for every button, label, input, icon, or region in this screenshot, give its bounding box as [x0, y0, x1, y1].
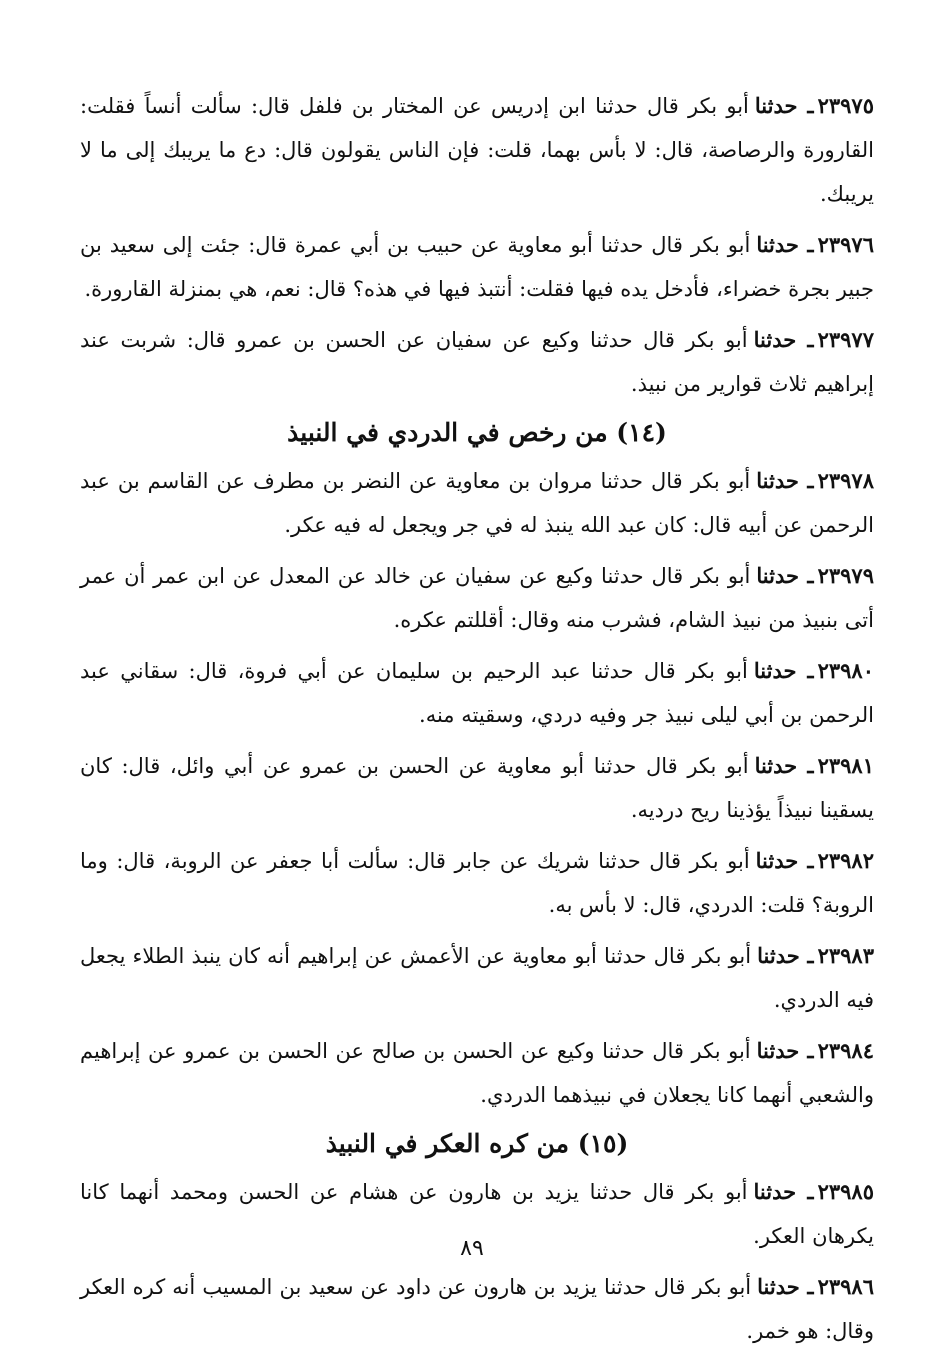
- hadith-number: ٢٣٩٨٢: [817, 848, 874, 873]
- hadith-text: أبو بكر قال حدثنا وكيع عن سفيان عن الحسن بن عمرو قال: شربت عند إبراهيم ثلاث قوارير من نبيذ.: [80, 328, 874, 396]
- hadith-23983: [80, 934, 874, 1022]
- hadith-23977: [80, 318, 874, 406]
- hadith-text: أبو بكر قال حدثنا يزيد بن هارون عن هشام عن الحسن ومحمد أنهما كانا يكرهان العكر.: [80, 1180, 874, 1248]
- page-number: ٨٩: [460, 1236, 484, 1261]
- hadith-number: ٢٣٩٨٤: [817, 1038, 874, 1063]
- hadith-text: أبو بكر قال حدثنا وكيع عن الحسن بن صالح عن الحسن بن عمرو عن إبراهيم والشعبي أنهما كانا يجعلان في نبيذهما الدردي.: [80, 1039, 874, 1107]
- hadith-number: ٢٣٩٧٥: [817, 93, 874, 118]
- hadith-lead: ـ حدثنا: [756, 1038, 814, 1063]
- hadith-lead: ـ حدثنا: [756, 563, 814, 588]
- hadith-23980: [80, 649, 874, 737]
- hadith-text: أبو بكر قال حدثنا عبد الرحيم بن سليمان عن أبي فروة، قال: سقاني عبد الرحمن بن أبي ليلى نبيذ جر وفيه دردي، وسقيته منه.: [80, 659, 874, 727]
- page-body: [80, 84, 874, 1360]
- hadith-number: ٢٣٩٨١: [817, 753, 874, 778]
- hadith-23976: [80, 223, 874, 311]
- hadith-text: أبو بكر قال حدثنا أبو معاوية عن حبيب بن أبي عمرة قال: جئت إلى سعيد بن جبير بجرة خضراء، فأدخل يده فيها فقلت: أنتبذ فيها في هذه؟ قال: نعم، هي بمنزلة القارورة.: [80, 233, 874, 301]
- hadith-23982: [80, 839, 874, 927]
- hadith-lead: ـ حدثنا: [755, 848, 814, 873]
- hadith-number: ٢٣٩٧٨: [817, 468, 874, 493]
- hadith-text: أبو بكر قال حدثنا ابن إدريس عن المختار بن فلفل قال: سألت أنساً فقلت: القارورة والرصاصة، قال: لا بأس بهما، قلت: فإن الناس يقولون قال: دع ما يريبك إلى ما لا يريبك.: [80, 94, 874, 206]
- chapter-heading-14: (١٤) من رخص في الدردي في النبيذ: [287, 418, 667, 447]
- chapter-heading-15: (١٥) من كره العكر في النبيذ: [325, 1129, 629, 1158]
- hadith-lead: ـ حدثنا: [753, 327, 814, 352]
- hadith-lead: ـ حدثنا: [757, 1274, 814, 1299]
- hadith-number: ٢٣٩٧٩: [817, 563, 874, 588]
- hadith-number: ٢٣٩٨٠: [817, 658, 874, 683]
- hadith-lead: ـ حدثنا: [754, 93, 814, 118]
- hadith-text: أبو بكر قال حدثنا أبو معاوية عن الأعمش عن إبراهيم أنه كان ينبذ الطلاء يجعل فيه الدردي.: [80, 944, 874, 1012]
- hadith-lead: ـ حدثنا: [757, 943, 814, 968]
- hadith-number: ٢٣٩٨٣: [817, 943, 874, 968]
- hadith-23986: [80, 1265, 874, 1353]
- hadith-number: ٢٣٩٧٧: [817, 327, 874, 352]
- hadith-text: أبو بكر قال حدثنا مروان بن معاوية عن النضر بن مطرف عن القاسم بن عبد الرحمن عن أبيه قال: كان عبد الله ينبذ له في جر ويجعل له فيه عكر.: [80, 469, 874, 537]
- hadith-text: أبو بكر قال حدثنا وكيع عن سفيان عن خالد عن المعدل عن ابن عمر أن عمر أتى بنبيذ من نبيذ الشام، فشرب منه وقال: أقللتم عكره.: [80, 564, 874, 632]
- hadith-text: أبو بكر قال حدثنا شريك عن جابر قال: سألت أبا جعفر عن الروبة، قال: وما الروبة؟ قلت: الدردي، قال: لا بأس به.: [80, 849, 874, 917]
- hadith-text: أبو بكر قال حدثنا أبو معاوية عن الحسن بن عمرو عن أبي وائل، قال: كان يسقينا نبيذاً يؤذينا ريح درديه.: [80, 754, 874, 822]
- hadith-lead: ـ حدثنا: [753, 1179, 814, 1204]
- hadith-23975: [80, 84, 874, 216]
- hadith-23981: [80, 744, 874, 832]
- hadith-number: ٢٣٩٧٦: [817, 232, 874, 257]
- hadith-text: أبو بكر قال حدثنا يزيد بن هارون عن داود عن سعيد بن المسيب أنه كره العكر وقال: هو خمر.: [80, 1275, 874, 1343]
- hadith-lead: ـ حدثنا: [753, 658, 814, 683]
- hadith-number: ٢٣٩٨٦: [817, 1274, 874, 1299]
- hadith-23978: [80, 459, 874, 547]
- hadith-number: ٢٣٩٨٥: [817, 1179, 874, 1204]
- hadith-23984: [80, 1029, 874, 1117]
- hadith-23979: [80, 554, 874, 642]
- hadith-lead: ـ حدثنا: [754, 753, 814, 778]
- hadith-lead: ـ حدثنا: [756, 468, 814, 493]
- hadith-lead: ـ حدثنا: [756, 232, 814, 257]
